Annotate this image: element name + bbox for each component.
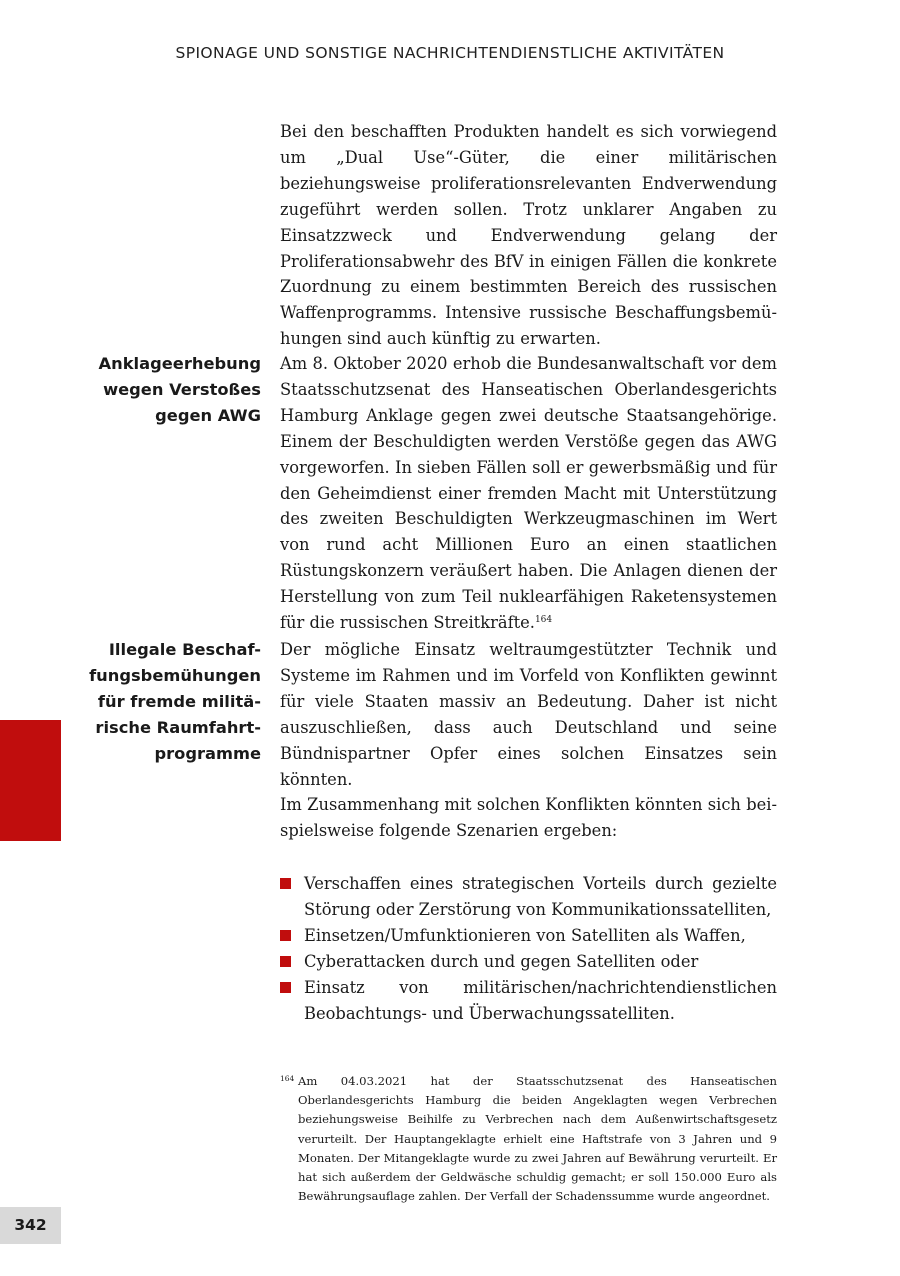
side-heading-line: wegen Verstoßes	[103, 379, 261, 399]
side-heading-line: Illegale Beschaf-	[108, 640, 261, 659]
side-heading-line: für fremde militä-	[97, 691, 261, 711]
paragraph-text	[280, 351, 777, 636]
scenario-list	[280, 871, 777, 1026]
list-item	[280, 871, 777, 923]
side-heading-line: programme	[154, 743, 261, 763]
footnote	[280, 1072, 777, 1206]
list-item	[280, 949, 777, 975]
paragraph-text-run: Am 8. Oktober 2020 erhob die Bundesanwaltschaft vor dem Staatsschutzsenat des Hanseatischen Oberlandesgerichts Hamburg Anklage gegen zwei deutsche Staatsangehörige. Einem der Beschuldigten werden Verstöße gegen das AWG vorgeworfen. In sieben Fällen soll er gewerbsmäßig und für den Geheimdienst einer fremden Macht mit Unterstützung des zweiten Beschuldigten Werkzeugmaschinen im Wert von rund acht Millionen Euro an einen staatlichen Rüstungskonzern veräußert haben. Die Anlagen dienen der Herstellung von zum Teil nuklearfähigen Raketensystemen für die russischen Streitkräfte.	[280, 354, 777, 633]
side-heading-line: Anklageerhebung	[98, 354, 261, 373]
body-paragraph-szenarien	[280, 792, 777, 844]
list-item-text: Einsetzen/Umfunktionieren von Satelliten als Waffen,	[304, 925, 746, 945]
square-bullet-icon	[280, 930, 291, 941]
paragraph-text: Im Zusammenhang mit solchen Konflikten könnten sich beispielsweise folgende Szenarien ergeben:	[280, 795, 777, 840]
side-heading-raumfahrt	[60, 637, 261, 767]
side-heading-line: fungsbemühungen	[89, 665, 261, 685]
list-item-text: Cyberattacken durch und gegen Satelliten oder	[304, 951, 699, 971]
side-heading-anklageerhebung	[60, 351, 261, 429]
body-paragraph-weltraum	[280, 637, 777, 792]
footnote-number: 164	[280, 1074, 295, 1083]
side-heading-line: gegen AWG	[155, 405, 261, 425]
footnote-text: Am 04.03.2021 hat der Staatsschutzsenat des Hanseatischen Oberlandesgerichts Hamburg die beiden Angeklagten wegen Verbrechen beziehungsweise Beihilfe zu Verbrechen nach dem Außenwirtschaftsgesetz verurteilt. Der Hauptangeklagte erhielt eine Haftstrafe von 3 Jahren und 9 Monaten. Der Mitangeklagte wurde zu zwei Jahren auf Bewährung verurteilt. Er hat sich außerdem der Geldwäsche schuldig gemacht; er soll 150.000 Euro als Bewährungsauflage zahlen. Der Verfall der Schadenssumme wurde angeordnet.	[298, 1074, 777, 1204]
square-bullet-icon	[280, 982, 291, 993]
body-paragraph-anklage	[280, 351, 777, 636]
list-item-text: Einsatz von militärischen/nachrichtendienstlichen Beobachtungs- und Überwachungssatelliten.	[304, 977, 777, 1023]
running-header: SPIONAGE UND SONSTIGE NACHRICHTENDIENSTLICHE AKTIVITÄTEN	[175, 44, 725, 62]
body-paragraph-intro	[280, 119, 777, 352]
chapter-marker-tab	[0, 720, 61, 841]
paragraph-text: Der mögliche Einsatz weltraumgestützter Technik und Systeme im Rahmen und im Vorfeld von Konflikten gewinnt für viele Staaten massiv an Bedeutung. Daher ist nicht auszuschließen, dass auch Deutschland und seine Bündnispartner Opfer eines solchen Einsatzes sein könnten.	[280, 640, 777, 789]
side-heading-line: rische Raumfahrt-	[95, 717, 261, 737]
list-item	[280, 975, 777, 1027]
square-bullet-icon	[280, 956, 291, 967]
footnote-reference[interactable]: 164	[534, 615, 553, 626]
list-item-text: Verschaffen eines strategischen Vorteils durch gezielte Störung oder Zerstörung von Kommunikationssatelliten,	[304, 874, 777, 919]
page-number: 342	[0, 1207, 61, 1244]
paragraph-text: Bei den beschafften Produkten handelt es sich vorwiegend um „Dual Use“-Güter, die einer militärischen beziehungsweise proliferationsrelevanten Endverwendung zugeführt werden sollen. Trotz unklarer Angaben zu Einsatzzweck und Endverwendung gelang der Proliferationsabwehr des BfV in einigen Fällen die konkrete Zuordnung zu einem bestimmten Bereich des russischen Waffenprogramms. Intensive russische Beschaffungsbemühungen sind auch künftig zu erwarten.	[280, 122, 777, 349]
square-bullet-icon	[280, 878, 291, 889]
list-item	[280, 923, 777, 949]
